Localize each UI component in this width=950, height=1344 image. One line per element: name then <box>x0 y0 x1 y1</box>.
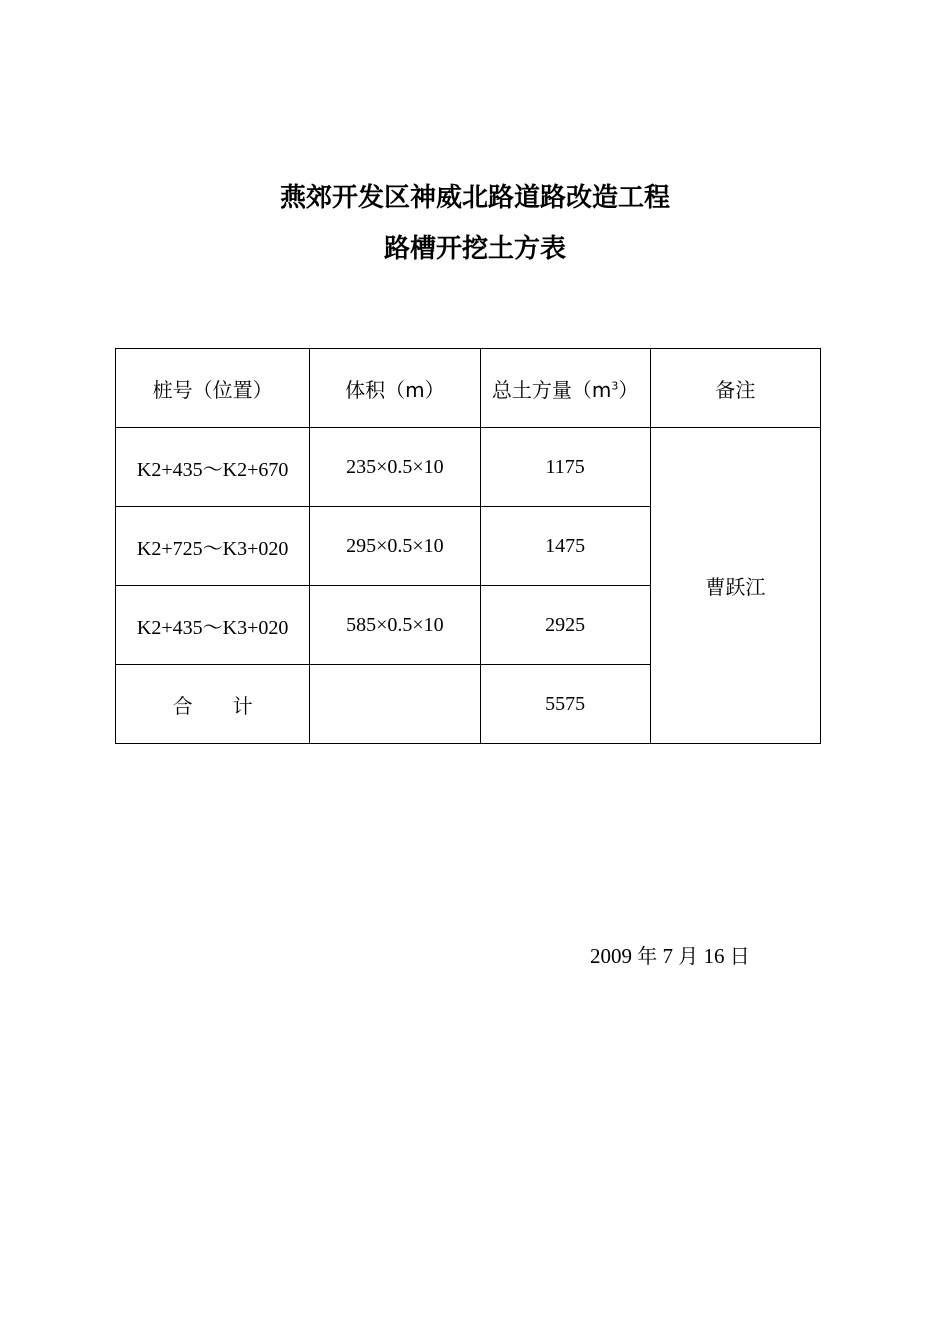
document-subtitle: 路槽开挖土方表 <box>383 234 566 264</box>
table-header-row <box>116 349 821 428</box>
cell-sum-label: 合 计 <box>116 665 310 744</box>
cell-remark: 曹跃江 <box>650 428 820 744</box>
cell-volume: 585×0.5×10 <box>310 586 480 665</box>
date-year: 2009 <box>590 944 632 968</box>
header-volume: 体积（m） <box>310 349 480 428</box>
cell-total: 1475 <box>480 507 650 586</box>
date-year-char: 年 <box>637 944 658 968</box>
header-total-close: ） <box>618 377 639 402</box>
header-total-text: 总土方量（m <box>491 377 612 402</box>
cell-sum-total: 5575 <box>480 665 650 744</box>
header-remark: 备注 <box>650 349 820 428</box>
date-day: 16 <box>703 944 725 968</box>
document-title: 燕郊开发区神威北路道路改造工程 <box>279 183 670 213</box>
date-month-char: 月 <box>678 944 699 968</box>
header-total-superscript: 3 <box>611 378 619 392</box>
cell-volume: 235×0.5×10 <box>310 428 480 507</box>
date-month: 7 <box>662 944 673 968</box>
cell-total: 2925 <box>480 586 650 665</box>
cell-station: K2+435～K3+020 <box>116 586 310 665</box>
cell-station: K2+435～K2+670 <box>116 428 310 507</box>
table-row <box>116 428 821 507</box>
cell-station: K2+725～K3+020 <box>116 507 310 586</box>
date-day-char: 日 <box>729 944 750 968</box>
cell-total: 1175 <box>480 428 650 507</box>
header-total <box>480 349 650 428</box>
document-date <box>590 942 750 970</box>
earthwork-table <box>115 348 821 744</box>
header-station: 桩号（位置） <box>116 349 310 428</box>
cell-sum-volume <box>310 665 480 744</box>
cell-volume: 295×0.5×10 <box>310 507 480 586</box>
